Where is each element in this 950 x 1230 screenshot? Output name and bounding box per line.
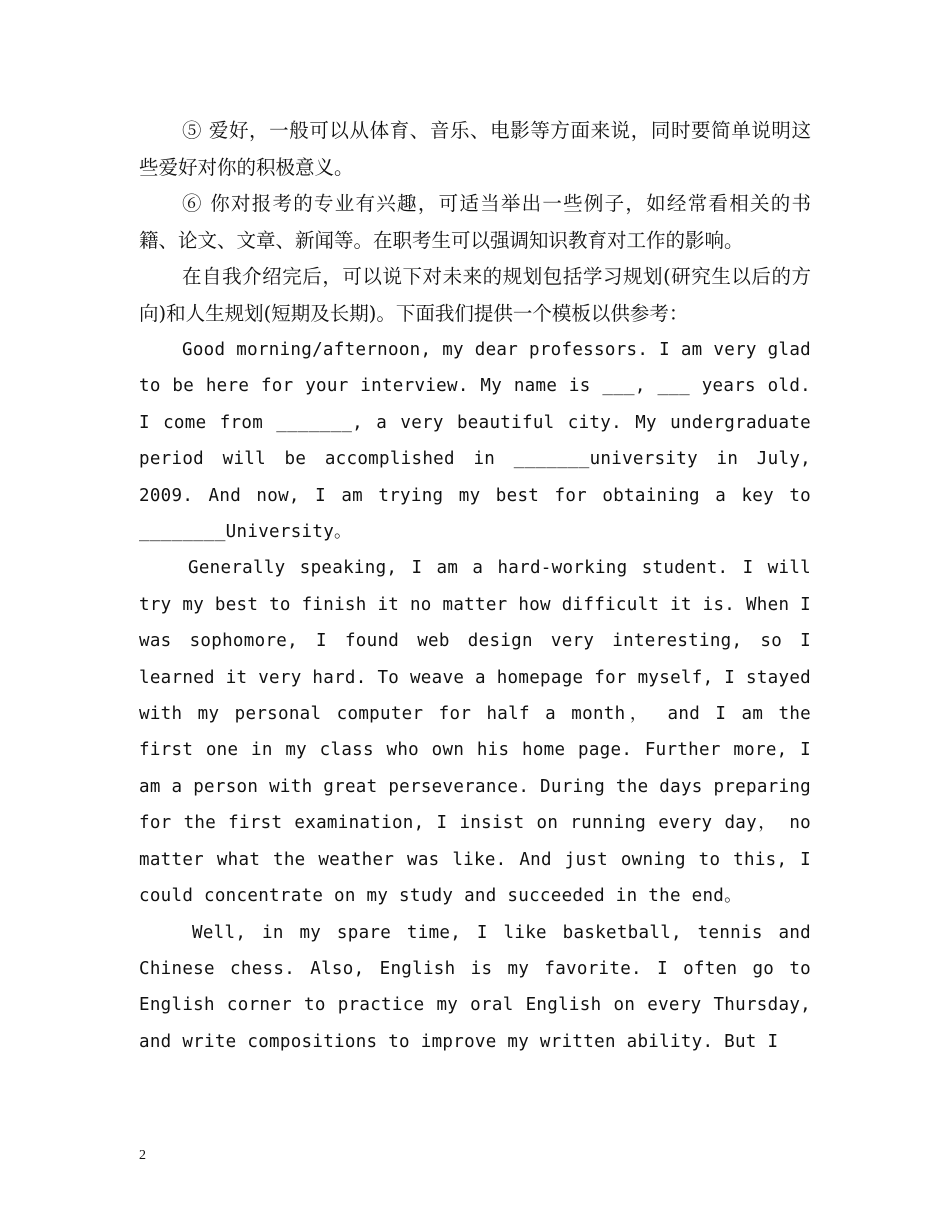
paragraph-future-plan: 在自我介绍完后，可以说下对未来的规划包括学习规划(研究生以后的方向)和人生规划(短期及长期)。下面我们提供一个模板以供参考：: [139, 265, 811, 325]
paragraph-hobbies: ⑤ 爱好，一般可以从体育、音乐、电影等方面来说，同时要简单说明这些爱好对你的积极意义。: [139, 119, 811, 179]
paragraph-template-hobbies: Well, in my spare time, I like basketball, tennis and Chinese chess. Also, English is my favorite. I often go to English corner to practice my oral English on every Thursday, and write compositions to improve my written ability. But I: [139, 922, 811, 1052]
paragraph-template-intro: Good morning/afternoon, my dear professors. I am very glad to be here for your interview. My name is ___, ___ years old. I come from _______, a very beautiful city. My undergraduate period will be accomplished in _______university in July, 2009. And now, I am trying my best for obtaining a key to ________University。: [139, 340, 811, 543]
paragraph-major-interest: ⑥ 你对报考的专业有兴趣，可适当举出一些例子，如经常看相关的书籍、论文、文章、新闻等。在职考生可以强调知识教育对工作的影响。: [139, 192, 811, 252]
paragraph-template-personality: Generally speaking, I am a hard-working student. I will try my best to finish it no matter how difficult it is. When I was sophomore, I found web design very interesting, so I learned it very hard. To weave a homepage for myself, I stayed with my personal computer for half a month， and I am the first one in my class who own his home page. Further more, I am a person with great perseverance. During the days preparing for the first examination, I insist on running every day， no matter what the weather was like. And just owning to this, I could concentrate on my study and succeeded in the end。: [139, 558, 811, 907]
page-number: 2: [139, 1148, 146, 1163]
body-text: [139, 113, 811, 1060]
